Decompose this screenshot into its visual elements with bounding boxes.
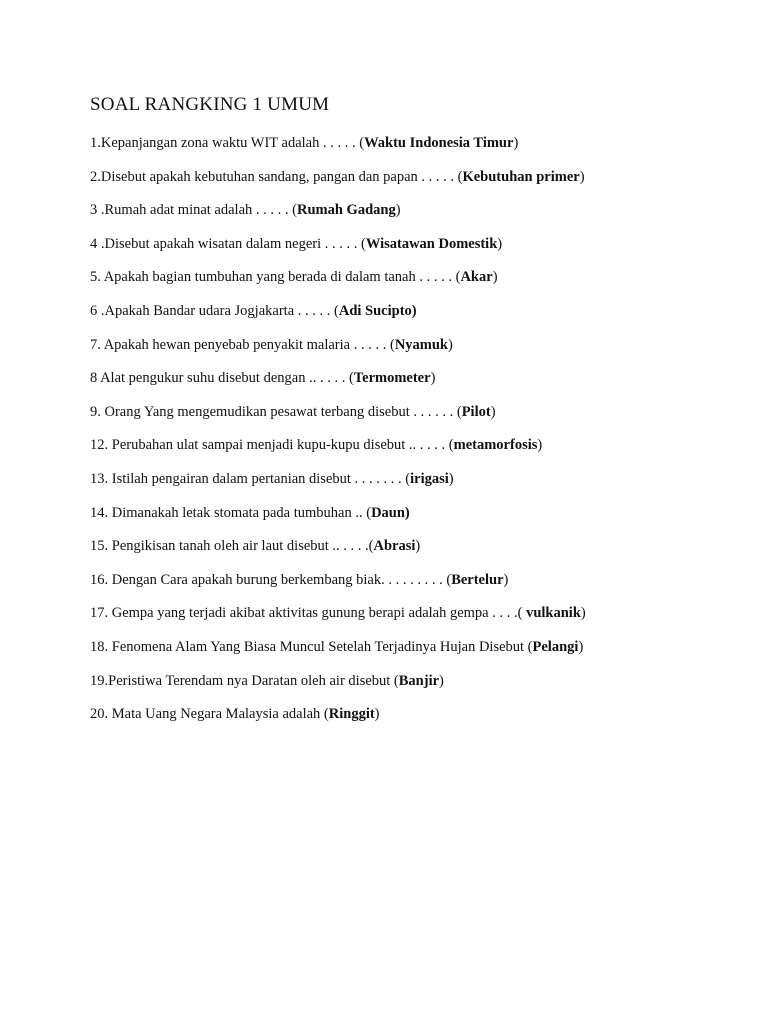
question-item: 19.Peristiwa Terendam nya Daratan oleh air disebut (Banjir) bbox=[90, 672, 444, 689]
answer: metamorfosis bbox=[453, 437, 538, 454]
question-item: 6 .Apakah Bandar udara Jogjakarta . . . . . (Adi Sucipto) bbox=[90, 302, 417, 319]
answer: Rumah Gadang bbox=[296, 202, 396, 219]
question-item: 15. Pengikisan tanah oleh air laut disebut .. . . . .(Abrasi) bbox=[90, 538, 421, 555]
question-item: 17. Gempa yang terjadi akibat aktivitas gunung berapi adalah gempa . . . .( vulkanik) bbox=[90, 605, 586, 622]
answer: Waktu Indonesia Timur bbox=[364, 135, 514, 151]
question-item: 9. Orang Yang mengemudikan pesawat terbang disebut . . . . . . (Pilot) bbox=[90, 403, 496, 420]
question-item: 8 Alat pengukur suhu disebut dengan .. . . . . (Termometer) bbox=[90, 370, 436, 387]
answer: Nyamuk bbox=[394, 336, 448, 353]
answer: Pilot bbox=[461, 403, 491, 420]
answer: Wisatawan Domestik bbox=[365, 235, 498, 252]
question-item: 2.Disebut apakah kebutuhan sandang, pangan dan papan . . . . . (Kebutuhan primer) bbox=[90, 168, 585, 185]
question-item: 4 .Disebut apakah wisatan dalam negeri . . . . . (Wisatawan Domestik) bbox=[90, 235, 503, 252]
question-item: 18. Fenomena Alam Yang Biasa Muncul Setelah Terjadinya Hujan Disebut (Pelangi) bbox=[90, 638, 584, 655]
page-title: SOAL RANGKING 1 UMUM bbox=[90, 94, 330, 115]
question-item: 16. Dengan Cara apakah burung berkembang biak. . . . . . . . . (Bertelur) bbox=[90, 571, 509, 588]
answer: Pelangi bbox=[532, 638, 579, 655]
question-item: 3 .Rumah adat minat adalah . . . . . (Rumah Gadang) bbox=[90, 202, 401, 219]
answer: Banjir bbox=[398, 672, 440, 689]
question-item: 7. Apakah hewan penyebab penyakit malaria . . . . . (Nyamuk) bbox=[90, 336, 453, 353]
question-item: 12. Perubahan ulat sampai menjadi kupu-kupu disebut .. . . . . (metamorfosis) bbox=[90, 437, 543, 454]
answer: Akar bbox=[460, 269, 493, 286]
question-item: 13. Istilah pengairan dalam pertanian disebut . . . . . . . (irigasi) bbox=[90, 470, 454, 487]
document-page bbox=[90, 92, 730, 739]
question-item: 1.Kepanjangan zona waktu WIT adalah . . . . . (Waktu Indonesia Timur) bbox=[90, 135, 519, 151]
question-item: 20. Mata Uang Negara Malaysia adalah (Ringgit) bbox=[90, 706, 380, 723]
question-item: 14. Dimanakah letak stomata pada tumbuhan .. (Daun) bbox=[90, 504, 410, 521]
answer: Termometer bbox=[353, 370, 431, 387]
answer: Adi Sucipto) bbox=[338, 302, 417, 319]
question-item: 5. Apakah bagian tumbuhan yang berada di dalam tanah . . . . . (Akar) bbox=[90, 269, 498, 286]
answer: Ringgit bbox=[328, 706, 375, 723]
answer: Kebutuhan primer bbox=[462, 168, 580, 185]
answer: Bertelur bbox=[451, 571, 504, 588]
answer: vulkanik bbox=[526, 605, 581, 622]
answer: Abrasi bbox=[373, 538, 416, 555]
answer: Daun) bbox=[371, 504, 410, 521]
answer: irigasi bbox=[410, 470, 449, 487]
